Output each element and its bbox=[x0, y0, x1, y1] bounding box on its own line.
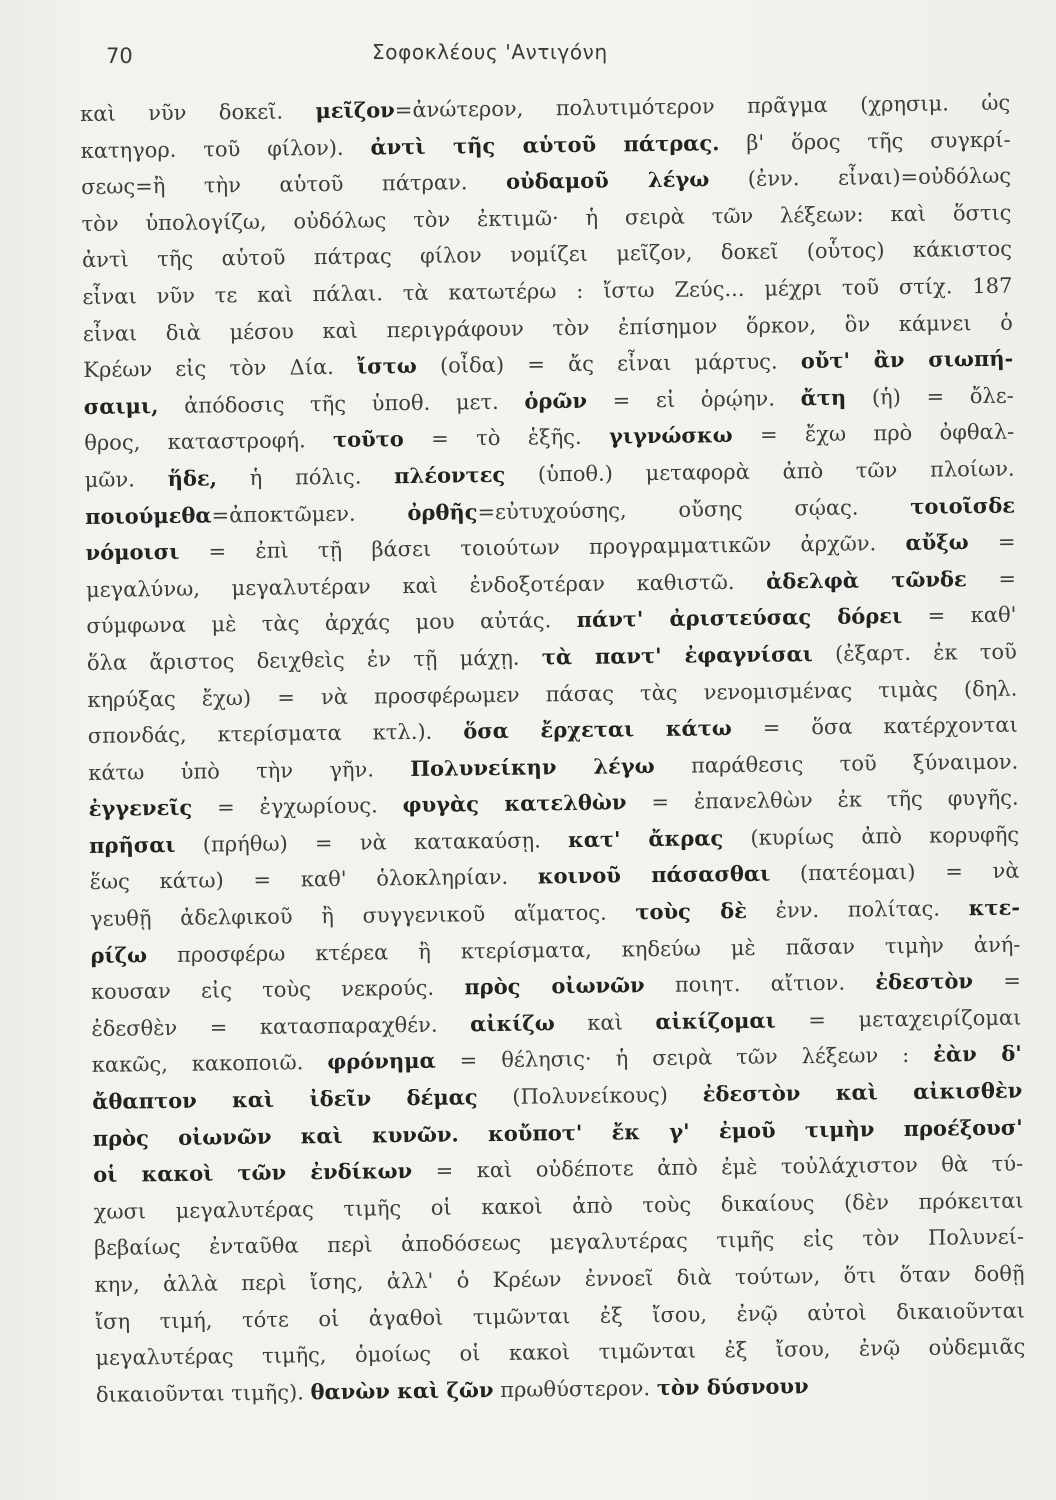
gloss: = καὶ οὐδέποτε ἀπὸ ἐμὲ τοὐλάχιστον θὰ τύ- bbox=[411, 1151, 1024, 1184]
gloss: προσφέρω κτέρεα ἢ κτερίσματα, κηδεύω μὲ πᾶσαν τιμὴν ἀνή- bbox=[146, 932, 1021, 967]
gloss: (κυρίως ἀπὸ κορυφῆς bbox=[723, 822, 1020, 851]
gloss: κην, ἀλλὰ περὶ ἴσης, ἀλλ' ὁ Κρέων ἐννοεῖ διὰ τούτων, ὅτι ὅταν δοθῇ bbox=[94, 1261, 1025, 1297]
lemma: οὐδαμοῦ λέγω bbox=[505, 166, 710, 194]
gloss: σπονδάς, κτερίσματα κτλ.). bbox=[87, 719, 464, 749]
lemma: κατ' ἄκρας bbox=[567, 825, 724, 852]
gloss: παράθεσις τοῦ ξύναιμον. bbox=[654, 749, 1019, 778]
lemma: πρῆσαι bbox=[89, 831, 176, 858]
gloss: (ἐνν. εἶναι)=οὐδόλως bbox=[709, 163, 1012, 192]
gloss: =ἀποκτῶμεν. bbox=[211, 500, 408, 527]
gloss: β' ὅρος τῆς συγκρί- bbox=[719, 127, 1011, 155]
gloss: μεγαλύνω, μεγαλυτέραν καὶ ἐνδοξοτέραν καθιστῶ. bbox=[85, 569, 767, 602]
gloss: ἀντὶ τῆς αὑτοῦ πάτρας φίλον νομίζει μεῖζον, δοκεῖ (οὗτος) κάκιστος bbox=[81, 237, 1013, 273]
gloss: = τὸ ἑξῆς. bbox=[403, 424, 610, 452]
lemma: τοὺς δὲ bbox=[635, 897, 748, 925]
gloss: = ὅσα κατέρχονται bbox=[731, 712, 1018, 741]
lemma: σαιμι, bbox=[83, 392, 159, 419]
lemma: ἄθαπτον καὶ ἰδεῖν δέμας bbox=[92, 1084, 478, 1114]
gloss: θρος, καταστροφή. bbox=[84, 428, 334, 456]
lemma: ὀρθῆς bbox=[407, 498, 478, 525]
gloss: εἶναι διὰ μέσου καὶ περιγράφουν τὸν ἐπίσημον ὅρκον, ὃν κάμνει ὁ bbox=[82, 310, 1013, 346]
gloss: κακῶς, κακοποιῶ. bbox=[91, 1050, 328, 1078]
gloss: ἐδεσθὲν = κατασπαραχθέν. bbox=[91, 1012, 471, 1041]
lemma: γιγνώσκω bbox=[608, 422, 733, 449]
lemma: φρόνημα bbox=[327, 1048, 436, 1075]
lemma: ἐδεστὸν bbox=[875, 968, 974, 995]
gloss: = ἐγχωρίους. bbox=[192, 793, 403, 820]
gloss: (πρήθω) = νὰ κατακαύσῃ. bbox=[175, 827, 569, 857]
gloss: = bbox=[968, 529, 1016, 555]
gloss: = ἐπανελθὼν ἐκ τῆς φυγῆς. bbox=[626, 785, 1019, 815]
lemma: πρὸς οἰωνῶν καὶ κυνῶν. κοὔποτ' ἔκ γ' ἐμοῦ τιμὴν προέξουσ' bbox=[92, 1114, 1023, 1151]
gloss: σύμφωνα μὲ τὰς ἀρχάς μου αὐτάς. bbox=[86, 608, 577, 639]
lemma: ἀντὶ τῆς αὑτοῦ πάτρας. bbox=[370, 129, 720, 160]
lemma: ἥδε, bbox=[167, 465, 218, 491]
gloss: ἴση τιμή, τότε οἱ ἀγαθοὶ τιμῶνται ἐξ ἴσου, ἐνῷ αὐτοὶ δικαιοῦνται bbox=[94, 1298, 1026, 1334]
gloss: τὸν ὑπολογίζω, οὐδόλως τὸν ἐκτιμῶ· ἡ σειρὰ τῶν λέξεων: καὶ ὅστις bbox=[81, 200, 1012, 236]
lemma: πρὸς οἰωνῶν bbox=[464, 972, 645, 1000]
gloss: κατηγορ. τοῦ φίλον). bbox=[80, 135, 371, 163]
gloss: δικαιοῦνται τιμῆς). bbox=[95, 1380, 311, 1407]
lemma: τοῦτο bbox=[332, 426, 405, 453]
gloss: ἀπόδοσις τῆς ὑποθ. μετ. bbox=[158, 389, 525, 418]
lemma: ρίζω bbox=[90, 941, 148, 968]
gloss: = bbox=[972, 968, 1022, 994]
lemma: θανὼν καὶ ζῶν bbox=[310, 1376, 494, 1405]
lemma: ὅσα ἔρχεται κάτω bbox=[463, 715, 732, 744]
lemma: φυγὰς κατελθὼν bbox=[402, 789, 627, 818]
lemma: ὁρῶν bbox=[524, 387, 588, 414]
lemma: ποιούμεθα bbox=[84, 501, 212, 529]
commentary-text bbox=[80, 85, 1026, 1414]
gloss: (ὑποθ.) μεταφορὰ ἀπὸ τῶν πλοίων. bbox=[505, 456, 1015, 487]
lemma: ἄτη bbox=[800, 384, 847, 410]
lemma: ἐγγενεῖς bbox=[88, 794, 193, 822]
gloss: ἐνν. πολίτας. bbox=[746, 896, 969, 923]
gloss: = bbox=[966, 566, 1017, 591]
lemma: τοιοῖσδε bbox=[910, 492, 1016, 519]
lemma: ἴστω bbox=[356, 353, 417, 379]
gloss: (ἡ) = ὄλε- bbox=[846, 383, 1014, 410]
gloss: μῶν. bbox=[84, 466, 168, 492]
gloss: (πατέομαι) = νὰ bbox=[770, 859, 1020, 887]
lemma: ἐὰν δ' bbox=[933, 1041, 1022, 1068]
gloss: εἶναι νῦν τε καὶ πάλαι. τὰ κατωτέρω : ἴστω Ζεύς... μέχρι τοῦ στίχ. 187 bbox=[82, 273, 1013, 309]
gloss: = μεταχειρίζομαι bbox=[775, 1005, 1022, 1033]
gloss: κάτω ὑπὸ τὴν γῆν. bbox=[88, 756, 411, 785]
lemma: ἀδελφὰ τῶνδε bbox=[765, 565, 967, 594]
page-number: 70 bbox=[106, 44, 133, 68]
gloss: = θέλησις· ἡ σειρὰ τῶν λέξεων : bbox=[435, 1043, 934, 1074]
lemma: ἐδεστὸν καὶ αἰκισθὲν bbox=[702, 1077, 1023, 1107]
lemma: αἰκίζω bbox=[469, 1010, 555, 1037]
lemma: οὔτ' ἂν σιωπή- bbox=[800, 345, 1014, 374]
running-head bbox=[0, 36, 1056, 76]
lemma: πλέοντες bbox=[393, 461, 506, 489]
gloss: = ἐπὶ τῇ βάσει τοιούτων προγραμματικῶν ἀρχῶν. bbox=[179, 531, 906, 564]
gloss: ὅλα ἄριστος δειχθεὶς ἐν τῇ μάχῃ. bbox=[86, 645, 542, 675]
lemma: νόμοισι bbox=[85, 538, 180, 566]
running-title: Σοφοκλέους 'Αντιγόνη bbox=[372, 40, 608, 64]
lemma: τὰ παντ' ἐφαγνίσαι bbox=[541, 640, 813, 670]
gloss: χωσι μεγαλυτέρας τιμῆς οἱ κακοὶ ἀπὸ τοὺς δικαίους (δὲν πρόκειται bbox=[93, 1188, 1024, 1224]
gloss: (οἶδα) = ἄς εἶναι μάρτυς. bbox=[416, 349, 801, 379]
gloss: κηρύξας ἔχω) = νὰ προσφέρωμεν πάσας τὰς νενομισμένας τιμὰς (δηλ. bbox=[87, 676, 1018, 712]
gloss: = καθ' bbox=[902, 602, 1017, 629]
lemma: αἰκίζομαι bbox=[655, 1007, 776, 1034]
gloss: Κρέων εἰς τὸν Δία. bbox=[83, 354, 358, 383]
gloss: =ἀνώτερον, πολυτιμότερον πρᾶγμα (χρησιμ. ὡς bbox=[394, 90, 1011, 123]
gloss: κουσαν εἰς τοὺς νεκρούς. bbox=[90, 975, 465, 1005]
gloss: σεως=ἢ τὴν αὑτοῦ πάτραν. bbox=[80, 169, 507, 200]
gloss: γευθῇ ἀδελφικοῦ ἢ συγγενικοῦ αἵματος. bbox=[89, 900, 636, 932]
lemma: αὔξω bbox=[905, 529, 969, 556]
lemma: Πολυνείκην λέγω bbox=[410, 752, 655, 781]
lemma: κοινοῦ πάσασθαι bbox=[537, 861, 771, 889]
gloss: καὶ bbox=[554, 1009, 656, 1036]
gloss: καὶ νῦν δοκεῖ. bbox=[80, 99, 316, 126]
lemma: μεῖζον bbox=[315, 97, 395, 124]
gloss: ἡ πόλις. bbox=[216, 464, 395, 491]
gloss: (ἐξαρτ. ἐκ τοῦ bbox=[812, 639, 1018, 666]
gloss: πρωθύστερον. bbox=[493, 1375, 657, 1402]
gloss: μεγαλυτέρας τιμῆς, ὁμοίως οἱ κακοὶ τιμῶνται ἐξ ἴσου, ἐνῷ οὐδεμιᾶς bbox=[95, 1334, 1026, 1371]
gloss: = εἰ ὁρῴην. bbox=[586, 385, 801, 413]
gloss: =εὐτυχούσης, οὔσης σῴας. bbox=[477, 494, 911, 524]
lemma: κτε- bbox=[968, 894, 1021, 921]
gloss: = ἔχω πρὸ ὀφθαλ- bbox=[732, 419, 1015, 448]
gloss: ἕως κάτω) = καθ' ὁλοκληρίαν. bbox=[89, 864, 538, 895]
lemma: πάντ' ἀριστεύσας δόρει bbox=[576, 603, 903, 633]
gloss: ποιητ. αἴτιον. bbox=[644, 970, 876, 998]
gloss: (Πολυνείκους) bbox=[477, 1082, 703, 1110]
gloss: βεβαίως ἐνταῦθα περὶ ἀποδόσεως μεγαλυτέρας τιμῆς εἰς τὸν Πολυνεί- bbox=[93, 1224, 1025, 1261]
lemma: τὸν δύσνουν bbox=[656, 1372, 809, 1400]
lemma: οἱ κακοὶ τῶν ἐνδίκων bbox=[93, 1158, 413, 1188]
